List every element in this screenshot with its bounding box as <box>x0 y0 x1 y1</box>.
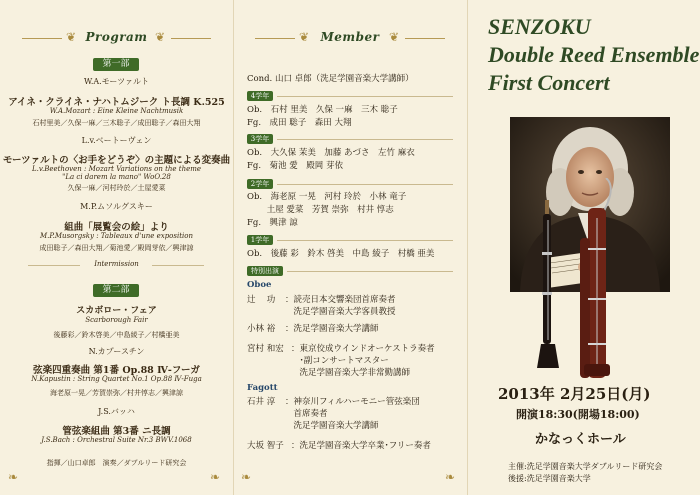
c6-title: 管弦楽組曲 第3番 ニ長調 <box>62 426 171 437</box>
program-panel <box>0 0 233 495</box>
guest-name: 宮村 和宏 <box>247 344 284 354</box>
cover-title-line2: Double Reed Ensemble <box>488 42 700 67</box>
header-rule-right <box>405 38 445 39</box>
guest-affiliation: 洗足学園音楽大学非常勤講師 <box>291 368 411 378</box>
member-line: Fg. 成田 聡子 森田 大翔 <box>247 118 352 128</box>
guest-affiliation: ･副コンサートマスター <box>291 356 389 366</box>
c3-players: 成田聡子／森田大翔／菊池愛／殿岡芽依／興津諒 <box>39 244 194 252</box>
corner-ornament-icon: ❧ <box>241 470 252 484</box>
guest-affiliation: 洗足学園音楽大学客員教授 <box>285 307 396 317</box>
guest-affiliation: 洗足学園音楽大学講師 <box>285 421 379 431</box>
member-header <box>233 27 467 51</box>
guest-affiliation: ：読売日本交響楽団首席奏者 <box>285 295 396 305</box>
corner-ornament-icon: ❧ <box>210 470 221 484</box>
concert-time: 開演18:30(開場18:00) <box>516 408 640 421</box>
c6-subtitle: J.S.Bach : Orchestral Suite Nr.3 BWV.1068 <box>41 436 192 444</box>
guest-name: 小林 裕 <box>247 324 276 334</box>
member-line: Ob. 海老原 一晃 河村 玲於 小林 竜子 <box>247 192 407 202</box>
member-line: Ob. 後藤 彩 鈴木 啓美 中島 綾子 村橋 亜美 <box>247 249 435 259</box>
c5-subtitle: N.Kapustin : String Quartet No.1 Op.88 Ⅳ-Fuga <box>31 375 202 383</box>
c5-composer: N.カプースチン <box>88 347 145 356</box>
c4-title: スカボロー・フェア <box>76 306 157 316</box>
cover-title-line3: First Concert <box>488 70 610 95</box>
oboe-image <box>528 200 568 370</box>
c1-title: アイネ・クライネ・ナハトムジーク ト長調 K.525 <box>8 97 225 108</box>
corner-ornament-icon: ❧ <box>445 470 456 484</box>
corner-ornament-icon: ❧ <box>8 470 19 484</box>
c1-players: 石村里美／久保一麻／三木聡子／成田聡子／森田大翔 <box>32 119 201 127</box>
fleuron-icon: ❦ <box>155 30 166 44</box>
intermission-label: Intermission <box>94 260 139 268</box>
guest-name: 大坂 智子 <box>247 441 284 451</box>
fleuron-icon: ❦ <box>389 30 400 44</box>
organizer-line: 主催:洗足学園音楽大学ダブルリード研究会 <box>508 462 663 471</box>
fold-line <box>467 0 468 495</box>
guest-rule <box>287 271 453 272</box>
guest-name: 辻 功 <box>247 295 276 305</box>
oboe-label: Oboe <box>247 280 272 290</box>
guest-affiliation: ：神奈川フィルハーモニー管弦楽団 <box>285 397 420 407</box>
grade-tag: 1学年 <box>247 235 273 245</box>
program-credits: 指揮／山口卓郎 演奏／ダブルリード研究会 <box>46 459 187 467</box>
member-line: 土屋 愛菜 芳賀 崇弥 村井 惇志 <box>247 205 394 215</box>
c2-players: 久保一麻／河村玲於／土屋愛菜 <box>67 184 166 192</box>
intermission-rule-right <box>152 265 204 266</box>
c4-players: 後藤彩／鈴木啓美／中島綾子／村橋亜美 <box>53 331 180 339</box>
c3-title: 組曲「展覧会の絵」より <box>64 222 169 233</box>
c2-subtitle-2: "La ci darem la mano" WoO.28 <box>62 173 171 181</box>
concert-venue: かなっくホール <box>535 432 626 447</box>
program-title: Program <box>85 30 148 44</box>
fleuron-icon: ❦ <box>66 30 77 44</box>
guest-tag: 特別出演 <box>247 266 283 276</box>
c3-composer: M.P.ムソルグスキー <box>80 202 153 211</box>
c2-subtitle-1: L.v.Beethoven : Mozart Variations on the theme <box>31 165 202 173</box>
header-rule-right <box>171 38 211 39</box>
c6-composer: J.S.バッハ <box>98 407 135 416</box>
c5-players: 海老原一晃／芳賀崇弥／村井惇志／興津諒 <box>50 389 183 397</box>
fagott-label: Fagott <box>247 383 278 393</box>
guest-affiliation: ：洗足学園音楽大学卒業･フリー奏者 <box>291 441 431 451</box>
member-line: Ob. 大久保 茉美 加藤 あづさ 左竹 麻衣 <box>247 148 415 158</box>
cover-title-line1: SENZOKU <box>488 14 591 39</box>
c1-subtitle: W.A.Mozart : Eine Kleine Nachtmusik <box>49 107 184 115</box>
grade-tag: 4学年 <box>247 91 273 101</box>
c3-subtitle: M.P.Musorgsky : Tableaux d'une exposition <box>39 232 193 240</box>
c2-title: モーツァルトの〈お手をどうぞ〉の主題による変奏曲 <box>2 155 231 166</box>
concert-date: 2013年 2月25日(月) <box>498 385 651 403</box>
c2-composer: L.v.ベートーヴェン <box>81 136 152 145</box>
support-line: 後援:洗足学園音楽大学 <box>508 474 591 483</box>
part2-badge: 第二部 <box>93 284 139 297</box>
member-line: Fg. 興津 諒 <box>247 218 298 228</box>
guest-affiliation: ：東京佼成ウインドオーケストラ奏者 <box>291 344 435 354</box>
grade-rule <box>277 139 453 140</box>
member-panel <box>233 0 467 495</box>
conductor-line: Cond. 山口 卓郎（洗足学園音楽大学講師） <box>247 74 414 84</box>
program-header <box>0 27 233 51</box>
c4-subtitle: Scarborough Fair <box>85 316 148 324</box>
c1-composer: W.A.モーツァルト <box>84 77 149 86</box>
fleuron-icon: ❦ <box>299 30 310 44</box>
guest-name: 石井 淳 <box>247 397 276 407</box>
member-title: Member <box>320 30 380 44</box>
grade-rule <box>277 96 453 97</box>
member-line: Fg. 菊池 愛 殿岡 芽依 <box>247 161 343 171</box>
grade-rule <box>277 240 453 241</box>
bassoon-image <box>566 178 626 378</box>
guest-affiliation: ：洗足学園音楽大学講師 <box>285 324 379 334</box>
part1-badge: 第一部 <box>93 58 139 71</box>
grade-rule <box>277 184 453 185</box>
grade-tag: 3学年 <box>247 134 273 144</box>
guest-affiliation: 首席奏者 <box>285 409 328 419</box>
member-line: Ob. 石村 里美 久保 一麻 三木 聡子 <box>247 105 398 115</box>
grade-tag: 2学年 <box>247 179 273 189</box>
c5-title: 弦楽四重奏曲 第1番 Op.88 Ⅳ-フーガ <box>33 365 200 376</box>
